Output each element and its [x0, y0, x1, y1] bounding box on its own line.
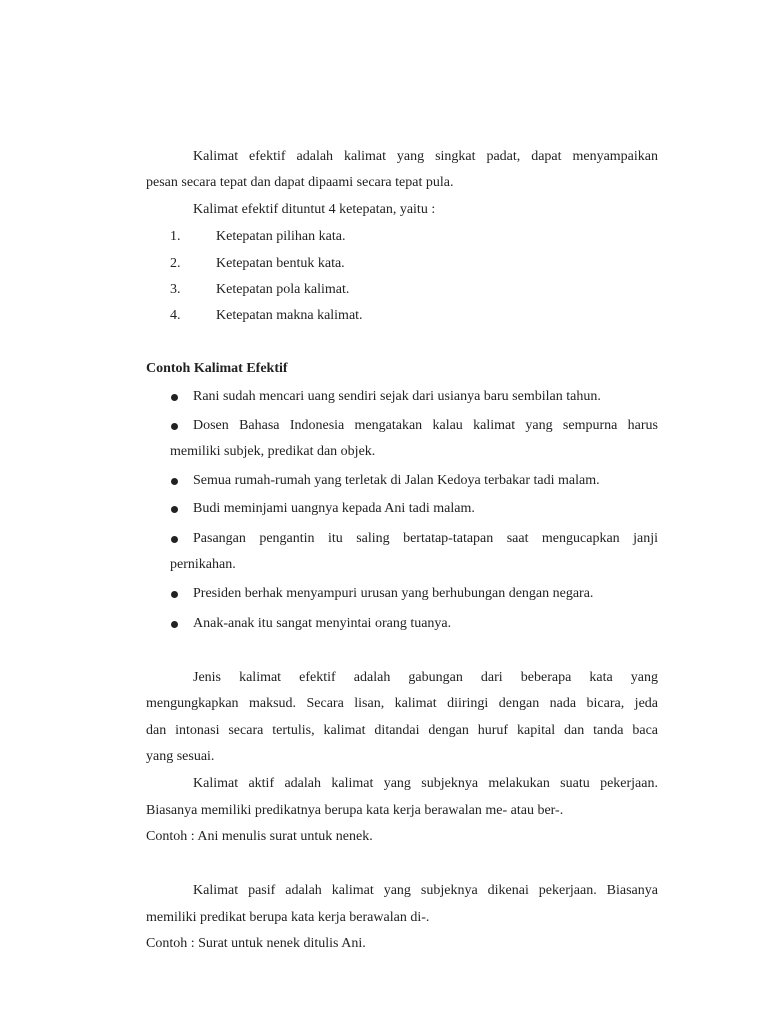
intro-line-2: pesan secara tepat dan dapat dipaami secara tepat pula. [146, 175, 454, 190]
numbered-item-1-number: 1. [170, 229, 181, 244]
numbered-item-2-text: Ketepatan bentuk kata. [216, 256, 345, 271]
pasif-example: Contoh : Surat untuk nenek ditulis Ani. [146, 936, 366, 951]
example-bullet-2-line-1: Dosen Bahasa Indonesia mengatakan kalau kalimat yang sempurna harus [193, 418, 658, 433]
example-bullet-2-line-2: memiliki subjek, predikat dan objek. [170, 444, 376, 459]
pasif-line-1: Kalimat pasif adalah kalimat yang subjeknya dikenai pekerjaan. Biasanya [193, 883, 658, 898]
example-bullet-3: Semua rumah-rumah yang terletak di Jalan Kedoya terbakar tadi malam. [193, 473, 600, 488]
examples-heading: Contoh Kalimat Efektif [146, 361, 288, 376]
numbered-item-3-number: 3. [170, 282, 181, 297]
bullet-dot [171, 591, 178, 598]
aktif-example: Contoh : Ani menulis surat untuk nenek. [146, 829, 373, 844]
numbered-item-3-text: Ketepatan pola kalimat. [216, 282, 350, 297]
numbered-item-4-number: 4. [170, 308, 181, 323]
bullet-dot [171, 506, 178, 513]
aktif-line-2: Biasanya memiliki predikatnya berupa kata kerja berawalan me- atau ber-. [146, 803, 564, 818]
intro-line-1: Kalimat efektif adalah kalimat yang singkat padat, dapat menyampaikan [193, 149, 658, 164]
example-bullet-5-line-2: pernikahan. [170, 557, 236, 572]
jenis-line-2: mengungkapkan maksud. Secara lisan, kalimat diiringi dengan nada bicara, jeda [146, 696, 658, 711]
example-bullet-4: Budi meminjami uangnya kepada Ani tadi malam. [193, 501, 475, 516]
bullet-dot [171, 621, 178, 628]
numbered-item-2-number: 2. [170, 256, 181, 271]
example-bullet-6: Presiden berhak menyampuri urusan yang berhubungan dengan negara. [193, 586, 594, 601]
jenis-line-4: yang sesuai. [146, 749, 215, 764]
bullet-dot [171, 536, 178, 543]
jenis-line-1: Jenis kalimat efektif adalah gabungan dari beberapa kata yang [193, 670, 658, 685]
numbered-item-1-text: Ketepatan pilihan kata. [216, 229, 346, 244]
bullet-dot [171, 423, 178, 430]
intro-line-3: Kalimat efektif dituntut 4 ketepatan, yaitu : [193, 202, 436, 217]
bullet-dot [171, 394, 178, 401]
numbered-item-4-text: Ketepatan makna kalimat. [216, 308, 363, 323]
example-bullet-1: Rani sudah mencari uang sendiri sejak dari usianya baru sembilan tahun. [193, 389, 601, 404]
pasif-line-2: memiliki predikat berupa kata kerja berawalan di-. [146, 910, 430, 925]
aktif-line-1: Kalimat aktif adalah kalimat yang subjeknya melakukan suatu pekerjaan. [193, 776, 658, 791]
bullet-dot [171, 478, 178, 485]
jenis-line-3: dan intonasi secara tertulis, kalimat ditandai dengan huruf kapital dan tanda baca [146, 723, 658, 738]
example-bullet-5-line-1: Pasangan pengantin itu saling bertatap-tatapan saat mengucapkan janji [193, 531, 658, 546]
example-bullet-7: Anak-anak itu sangat menyintai orang tuanya. [193, 616, 452, 631]
